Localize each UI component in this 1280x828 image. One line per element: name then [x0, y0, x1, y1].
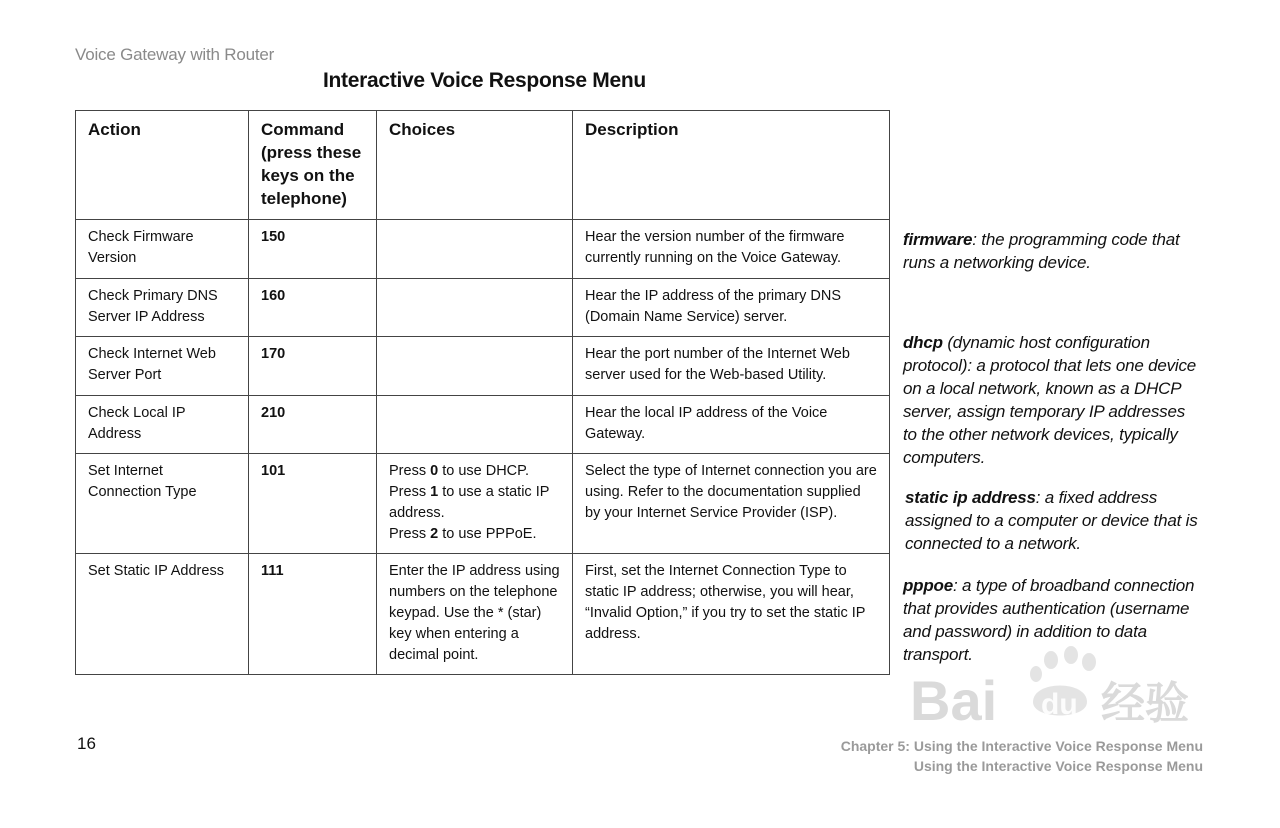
ivr-command-table [75, 110, 890, 675]
watermark-paw-text: du [1041, 688, 1078, 721]
paw-toe-icon [1044, 651, 1058, 669]
footer-section: Using the Interactive Voice Response Menu [913, 758, 1203, 774]
choice-text: to use a static IP address. [389, 484, 550, 521]
cell-description: Hear the version number of the firmware currently running on the Voice Gateway. [573, 220, 890, 279]
table-row [76, 396, 890, 454]
paw-toe-icon [1082, 653, 1096, 671]
glossary-term: pppoe [903, 576, 953, 595]
cell-command: 160 [249, 279, 377, 337]
cell-choices [377, 337, 573, 396]
cell-description: First, set the Internet Connection Type to static IP address; otherwise, you will hear, “Invalid Option,” if you try to set the static IP address. [573, 554, 890, 675]
choice-text: Press [389, 484, 431, 500]
glossary-definition: : a fixed address assigned to a computer or device that is connected to a network. [905, 488, 1198, 553]
table-row [76, 220, 890, 279]
paw-toe-icon [1064, 646, 1078, 664]
choice-key: 2 [430, 526, 439, 542]
glossary-definition: : a type of broadband connection that provides authentication (username and password) in addition to data transport. [903, 576, 1195, 664]
cell-action: Check Internet Web Server Port [76, 337, 249, 396]
glossary-entry-firmware [903, 228, 1203, 274]
choice-text: Press [389, 526, 431, 542]
cell-choices [377, 396, 573, 454]
cell-command: 111 [249, 554, 377, 675]
choice-key: 0 [430, 463, 439, 479]
choice-text: to use DHCP. [438, 463, 529, 479]
cell-action: Check Firmware Version [76, 220, 249, 279]
choice-text: to use PPPoE. [438, 526, 537, 542]
baidu-watermark-logo [905, 640, 1205, 730]
glossary-definition: : the programming code that runs a networking device. [903, 230, 1180, 272]
cell-choices [377, 279, 573, 337]
column-header-action: Action [76, 111, 249, 220]
table-header-row [76, 111, 890, 220]
cell-choices: Enter the IP address using numbers on the telephone keypad. Use the * (star) key when entering a decimal point. [377, 554, 573, 675]
cell-description: Select the type of Internet connection you are using. Refer to the documentation supplied by your Internet Service Provider (ISP). [573, 454, 890, 554]
cell-command: 150 [249, 220, 377, 279]
cell-description: Hear the port number of the Internet Web server used for the Web-based Utility. [573, 337, 890, 396]
glossary-term: static ip address [905, 488, 1036, 507]
page-number: 16 [77, 734, 96, 753]
glossary-term: firmware [903, 230, 973, 249]
page-title: Interactive Voice Response Menu [323, 69, 646, 92]
cell-command: 170 [249, 337, 377, 396]
column-header-description: Description [573, 111, 890, 220]
cell-description: Hear the IP address of the primary DNS (Domain Name Service) server. [573, 279, 890, 337]
table-row [76, 279, 890, 337]
cell-description: Hear the local IP address of the Voice Gateway. [573, 396, 890, 454]
cell-command: 101 [249, 454, 377, 554]
table-row [76, 454, 890, 554]
footer-chapter: Chapter 5: Using the Interactive Voice Response Menu [840, 738, 1203, 754]
glossary-entry-dhcp [903, 331, 1203, 469]
paw-toe-icon [1030, 666, 1042, 682]
cell-action: Set Internet Connection Type [76, 454, 249, 554]
cell-choices [377, 454, 573, 554]
watermark-suffix: 经验 [1101, 678, 1189, 729]
choice-key: 1 [430, 484, 439, 500]
table-row [76, 554, 890, 675]
cell-command: 210 [249, 396, 377, 454]
column-header-choices: Choices [377, 111, 573, 220]
cell-action: Set Static IP Address [76, 554, 249, 675]
cell-choices [377, 220, 573, 279]
glossary-entry-static-ip-address [905, 486, 1205, 555]
cell-action: Check Primary DNS Server IP Address [76, 279, 249, 337]
table-row [76, 337, 890, 396]
glossary-definition: (dynamic host configuration protocol): a protocol that lets one device on a local network, known as a DHCP server, assign temporary IP addresses to the other network devices, typically computers. [903, 333, 1197, 467]
choice-text: Press [389, 463, 431, 479]
running-header: Voice Gateway with Router [75, 45, 275, 64]
cell-action: Check Local IP Address [76, 396, 249, 454]
glossary-term: dhcp [903, 333, 943, 352]
column-header-command: Command (press these keys on the telephone) [249, 111, 377, 220]
watermark-brand: Bai [910, 669, 998, 730]
page-footer [841, 736, 1203, 776]
